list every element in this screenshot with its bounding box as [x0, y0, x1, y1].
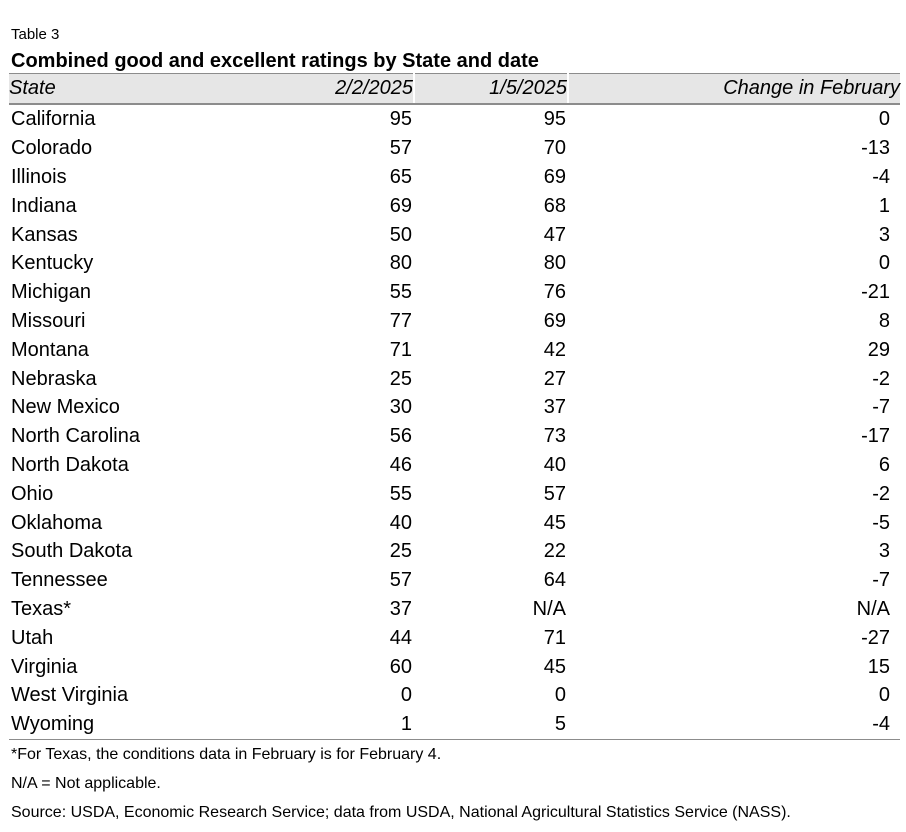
cell-state: Kentucky — [11, 252, 94, 275]
cell-date-jan: 57 — [543, 482, 566, 505]
cell-state: Indiana — [11, 194, 77, 217]
cell-change: -7 — [872, 569, 890, 592]
cell-change: -2 — [872, 367, 890, 390]
cell-date-feb: 37 — [389, 597, 412, 620]
table-row — [9, 422, 900, 451]
cell-date-feb: 30 — [389, 396, 412, 419]
cell-date-feb: 80 — [389, 252, 412, 275]
cell-state: North Carolina — [11, 425, 140, 448]
cell-date-jan: 69 — [543, 165, 566, 188]
cell-date-jan: 68 — [543, 194, 566, 217]
cell-date-jan: 22 — [543, 540, 566, 563]
cell-change: -7 — [872, 396, 890, 419]
cell-date-feb: 71 — [389, 338, 412, 361]
cell-date-feb: 50 — [389, 223, 412, 246]
cell-change: -5 — [872, 511, 890, 534]
cell-date-feb: 40 — [389, 511, 412, 534]
table-row — [9, 537, 900, 566]
cell-state: North Dakota — [11, 453, 129, 476]
cell-date-feb: 44 — [389, 626, 412, 649]
table-row — [9, 508, 900, 537]
cell-state: Wyoming — [9, 710, 246, 739]
cell-change: 0 — [878, 684, 890, 707]
cell-change: 8 — [878, 309, 890, 332]
cell-date-jan: 45 — [543, 511, 566, 534]
table-row — [9, 249, 900, 278]
table-row — [9, 710, 900, 739]
cell-date-jan: 73 — [543, 425, 566, 448]
cell-state: California — [11, 108, 96, 131]
table-row — [9, 479, 900, 508]
cell-state: Utah — [11, 626, 54, 649]
table-row — [9, 652, 900, 681]
cell-date-jan: N/A — [532, 597, 566, 620]
cell-state: New Mexico — [11, 396, 120, 419]
ratings-table — [9, 73, 900, 740]
cell-date-jan: 47 — [543, 223, 566, 246]
cell-change: -17 — [861, 425, 890, 448]
cell-date-jan: 95 — [543, 108, 566, 131]
cell-date-jan: 64 — [543, 569, 566, 592]
cell-state: Oklahoma — [11, 511, 103, 534]
table-row — [9, 163, 900, 192]
cell-date-jan: 40 — [543, 453, 566, 476]
cell-date-feb: 65 — [389, 165, 412, 188]
cell-state: Ohio — [11, 482, 54, 505]
table-body — [9, 104, 900, 739]
table-row — [9, 335, 900, 364]
cell-date-feb: 55 — [389, 281, 412, 304]
cell-state: South Dakota — [11, 540, 133, 563]
table-row — [9, 278, 900, 307]
cell-change: -2 — [872, 482, 890, 505]
cell-change: 1 — [878, 194, 890, 217]
cell-date-feb: 56 — [389, 425, 412, 448]
cell-change: 6 — [878, 453, 890, 476]
table-label: Table 3 — [11, 26, 60, 43]
cell-date-feb: 77 — [389, 309, 412, 332]
table-row — [9, 191, 900, 220]
table-row — [9, 364, 900, 393]
cell-change: -13 — [861, 137, 890, 160]
table-row — [9, 307, 900, 336]
column-header-date-feb: 2/2/2025 — [246, 74, 414, 105]
table-row — [9, 681, 900, 710]
table-row — [9, 566, 900, 595]
cell-date-jan: 70 — [543, 137, 566, 160]
column-header-date-jan: 1/5/2025 — [414, 74, 568, 105]
cell-date-feb: 25 — [389, 367, 412, 390]
table-row — [9, 595, 900, 624]
cell-date-jan: 5 — [414, 710, 568, 739]
table-title: Combined good and excellent ratings by State and date — [11, 50, 539, 72]
cell-date-feb: 95 — [389, 108, 412, 131]
cell-change: -4 — [872, 165, 890, 188]
cell-change: 15 — [867, 655, 890, 678]
cell-state: West Virginia — [11, 684, 129, 707]
cell-date-feb: 1 — [246, 710, 414, 739]
cell-change: -4 — [568, 710, 900, 739]
cell-state: Missouri — [11, 309, 86, 332]
cell-change: -27 — [861, 626, 890, 649]
cell-state: Montana — [11, 338, 89, 361]
cell-state: Texas* — [11, 597, 72, 620]
table-row — [9, 104, 900, 134]
note-source: Source: USDA, Economic Research Service; data from USDA, National Agricultural Statistics Service (NASS). — [11, 804, 791, 821]
cell-date-feb: 57 — [389, 137, 412, 160]
cell-date-jan: 0 — [554, 684, 566, 707]
table-header-row — [9, 74, 900, 105]
cell-date-jan: 76 — [543, 281, 566, 304]
cell-date-feb: 0 — [400, 684, 412, 707]
column-header-state: State — [9, 74, 246, 105]
cell-date-jan: 37 — [543, 396, 566, 419]
table-row — [9, 451, 900, 480]
cell-date-feb: 25 — [389, 540, 412, 563]
cell-date-feb: 69 — [389, 194, 412, 217]
cell-date-jan: 45 — [543, 655, 566, 678]
column-header-change: Change in February — [568, 74, 900, 105]
cell-date-feb: 60 — [389, 655, 412, 678]
cell-date-jan: 69 — [543, 309, 566, 332]
cell-date-feb: 46 — [389, 453, 412, 476]
cell-date-jan: 42 — [543, 338, 566, 361]
cell-date-feb: 57 — [389, 569, 412, 592]
cell-state: Colorado — [11, 137, 93, 160]
cell-date-jan: 27 — [543, 367, 566, 390]
table-row — [9, 220, 900, 249]
cell-state: Nebraska — [11, 367, 97, 390]
cell-date-feb: 55 — [389, 482, 412, 505]
cell-change: -21 — [861, 281, 890, 304]
cell-state: Tennessee — [11, 569, 108, 592]
cell-change: 3 — [878, 223, 890, 246]
note-texas: *For Texas, the conditions data in February is for February 4. — [11, 746, 442, 763]
cell-change: 0 — [878, 108, 890, 131]
cell-date-jan: 71 — [543, 626, 566, 649]
cell-change: 29 — [867, 338, 890, 361]
table-row — [9, 134, 900, 163]
cell-change: N/A — [856, 597, 890, 620]
table-row — [9, 393, 900, 422]
table-row — [9, 623, 900, 652]
cell-date-jan: 80 — [543, 252, 566, 275]
cell-state: Kansas — [11, 223, 78, 246]
note-not-applicable: N/A = Not applicable. — [11, 775, 161, 792]
cell-state: Virginia — [11, 655, 78, 678]
cell-state: Michigan — [11, 281, 92, 304]
cell-state: Illinois — [11, 165, 67, 188]
cell-change: 0 — [878, 252, 890, 275]
table-notes — [11, 745, 791, 832]
cell-change: 3 — [878, 540, 890, 563]
